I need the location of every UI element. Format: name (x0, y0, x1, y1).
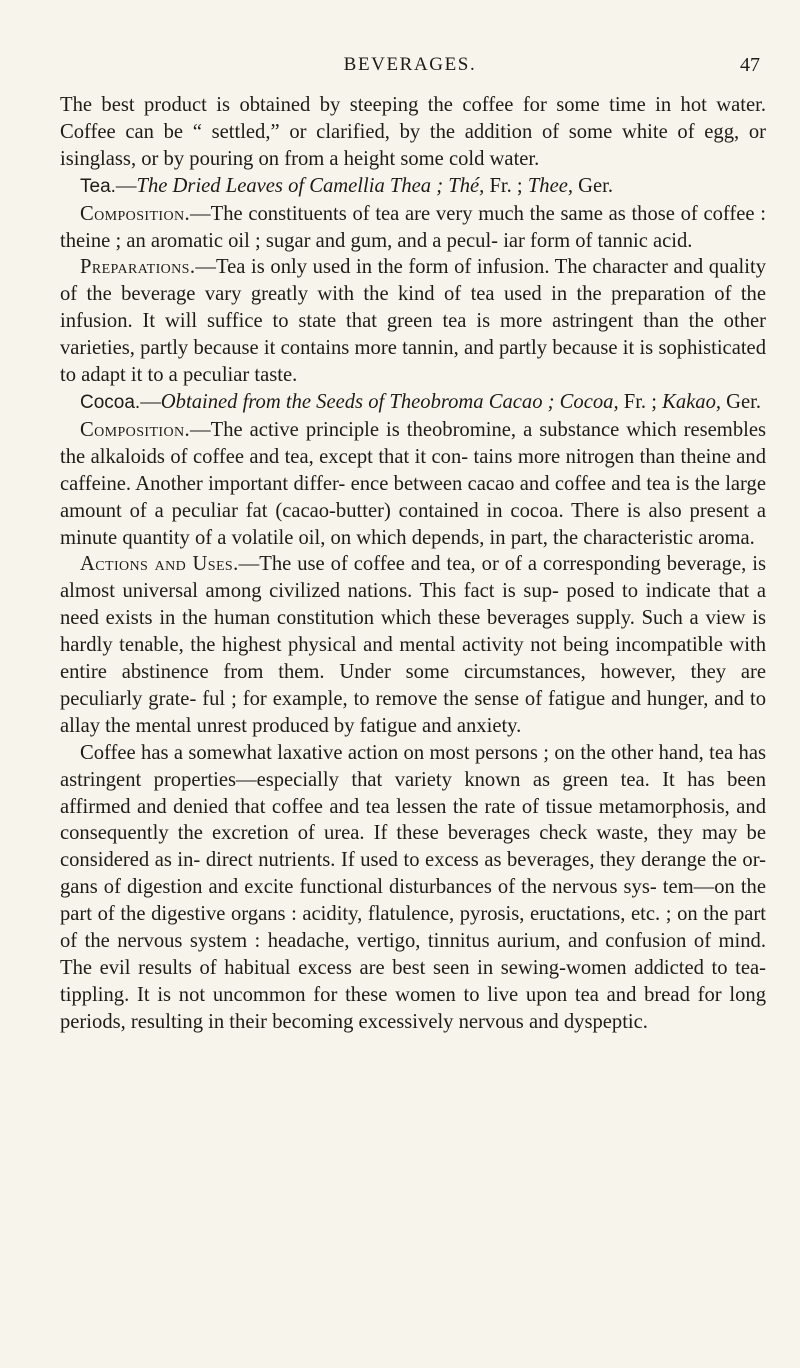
cocoa-german-name: Kakao, (662, 390, 722, 413)
entry-cocoa: Cocoa.—Obtained from the Seeds of Theobroma Cacao ; Cocoa, Fr. ; Kakao, Ger. (80, 390, 762, 413)
entry-heading-tea: Tea. (80, 175, 116, 197)
paragraph-coffee-preparation: The best product is obtained by steeping the coffee for some time in hot water. Coffee can be “ settled,” or clarified, by the addition of some white of egg, or isinglass, or by pouring on from a height some cold water. (60, 94, 766, 170)
subheading-composition: Composition. (80, 202, 191, 225)
cocoa-definition: Obtained from the Seeds of Theobroma Cacao ; (160, 390, 555, 413)
paragraph-tea-preparations: Preparations.—Tea is only used in the form of infusion. The character and quality of the beverage vary greatly with the kind of tea used in the preparation of the infusion. It will suffice to state that green tea is more astringent than the other varieties, partly because it contains more tannin, and partly because it is sophisticated to adapt it to a peculiar taste. (60, 256, 766, 387)
running-title: BEVERAGES. (343, 54, 477, 75)
running-head (60, 54, 760, 82)
entry-tea: Tea.—The Dried Leaves of Camellia Thea ; Thé, Fr. ; Thee, Ger. (80, 174, 614, 197)
paragraph-actions-and-uses: Actions and Uses.—The use of coffee and tea, or of a corresponding beverage, is almost universal among civilized nations. This fact is sup- posed to indicate that a need exists in the human constitution which these beverages supply. Such a view is hardly tenable, the highest physical and mental activity not being incompatible with entire abstinence from them. Under some circumstances, however, they are peculiarly grate- ful ; for example, to remove the sense of fatigue and hunger, and to allay the mental unrest produced by fatigue and anxiety. (60, 553, 766, 737)
tea-german-name: Thee, (527, 174, 573, 197)
page-number: 47 (740, 54, 760, 76)
cocoa-french-name: Cocoa, (559, 390, 619, 413)
body-text (60, 92, 766, 1036)
subheading-actions-and-uses: Actions and Uses. (80, 553, 239, 576)
tea-definition: The Dried Leaves of Camellia Thea ; (136, 174, 444, 197)
subheading-composition: Composition. (80, 418, 191, 441)
tea-french-name: Thé, (448, 174, 485, 197)
paragraph-cocoa-composition: Composition.—The active principle is theobromine, a substance which resembles the alkaloids of coffee and tea, except that it con- tains more nitrogen than theine and caffeine. Another important differ- ence between cacao and coffee and tea is the large amount of a peculiar fat (cacao-butter) contained in cocoa. There is also present a minute quantity of a volatile oil, on which depends, in part, the characteristic aroma. (60, 418, 766, 549)
paragraph-effects: Coffee has a somewhat laxative action on most persons ; on the other hand, tea has astringent properties—especially that variety known as green tea. It has been affirmed and denied that coffee and tea lessen the rate of tissue metamorphosis, and consequently the excretion of urea. If these beverages check waste, they may be considered as in- direct nutrients. If used to excess as beverages, they derange the or- gans of digestion and excite functional disturbances of the nervous sys- tem—on the part of the digestive organs : acidity, flatulence, pyrosis, eructations, etc. ; on the part of the nervous system : headache, vertigo, tinnitus aurium, and confusion of mind. The evil results of habitual excess are best seen in sewing-women addicted to tea-tippling. It is not uncommon for these women to live upon tea and bread for long periods, resulting in their becoming excessively nervous and dyspeptic. (60, 741, 766, 1033)
paragraph-tea-composition: Composition.—The constituents of tea are very much the same as those of coffee : theine ; an aromatic oil ; sugar and gum, and a pecul- iar form of tannic acid. (60, 202, 766, 252)
entry-heading-cocoa: Cocoa. (80, 391, 141, 413)
subheading-preparations: Preparations. (80, 256, 196, 279)
